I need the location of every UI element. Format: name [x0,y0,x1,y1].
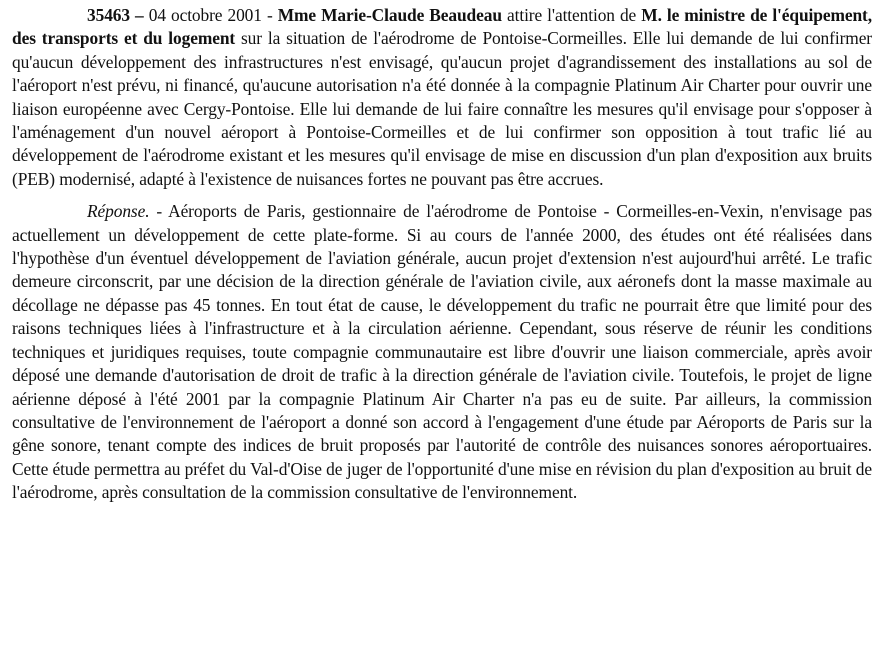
question-date: 04 octobre 2001 [148,5,262,25]
question-text-body: sur la situation de l'aérodrome de Pontoise-Cormeilles. Elle lui demande de lui confirmer qu'aucun développement des infrastructures n'est envisagé, qu'aucun projet d'agrandissement des installations au sol de l'aéroport n'est prévu, ni financé, qu'aucune autorisation n'a été donnée à la compagnie Platinum Air Charter pour ouvrir une liaison européenne avec Cergy-Pontoise. Elle lui demande de lui faire connaître les mesures qu'il envisage pour s'opposer à l'aménagement d'un nouvel aéroport à Pontoise-Cormeilles et de lui confirmer son opposition à tout trafic lié au développement de l'aérodrome existant et les mesures qu'il envisage de mise en discussion d'un plan d'exposition aux bruits (PEB) modernisé, adapté à l'existence de nuisances fortes ne pouvant pas être accrues. [12,28,872,189]
question-text-intro: attire l'attention de [501,5,642,25]
question-paragraph [12,4,872,191]
answer-separator: - [149,201,169,222]
answer-text: Aéroports de Paris, gestionnaire de l'aérodrome de Pontoise - Cormeilles-en-Vexin, n'envisage pas actuellement un développement de cette plate-forme. Si au cours de l'année 2000, des études ont été réalisées dans l'hypothèse d'un éventuel développement de l'aviation générale, aucun projet d'extension n'est aujourd'hui arrêté. Le trafic demeure circonscrit, par une décision de la direction générale de l'aviation civile, aux aéronefs dont la masse maximale au décollage ne dépasse pas 45 tonnes. En tout état de cause, le développement du trafic ne pourrait être que limité pour des raisons techniques liées à l'infrastructure et à la circulation aérienne. Cependant, sous réserve de réunir les conditions techniques et juridiques requises, toute compagnie communautaire est libre d'ouvrir une liaison commerciale, après avoir déposé une demande d'autorisation de droit de trafic à la direction générale de l'aviation civile. Toutefois, le projet de ligne aérienne déposé à l'été 2001 par la compagnie Platinum Air Charter n'a pas eu de suite. Par ailleurs, la commission consultative de l'environnement de l'aéroport a donné son accord à l'engagement d'une étude par Aéroports de Paris sur la gêne sonore, tenant compte des indices de bruit proposés par l'autorité de contrôle des nuisances sonores aéroportuaires. Cette étude permettra au préfet du Val-d'Oise de juger de l'opportunité d'une mise en révision du plan d'exposition au bruit de l'aérodrome, après consultation de la commission consultative de l'environnement. [12,201,872,503]
date-separator: – [129,5,149,25]
document-page [12,4,872,505]
addressed-minister: M. le ministre de l'équipement, des transports et du logement [12,5,872,49]
question-author: Mme Marie-Claude Beaudeau [277,5,502,25]
answer-label: Réponse. [87,201,150,222]
question-number: 35463 [87,5,130,25]
answer-paragraph [12,200,872,504]
author-separator: - [261,5,278,25]
